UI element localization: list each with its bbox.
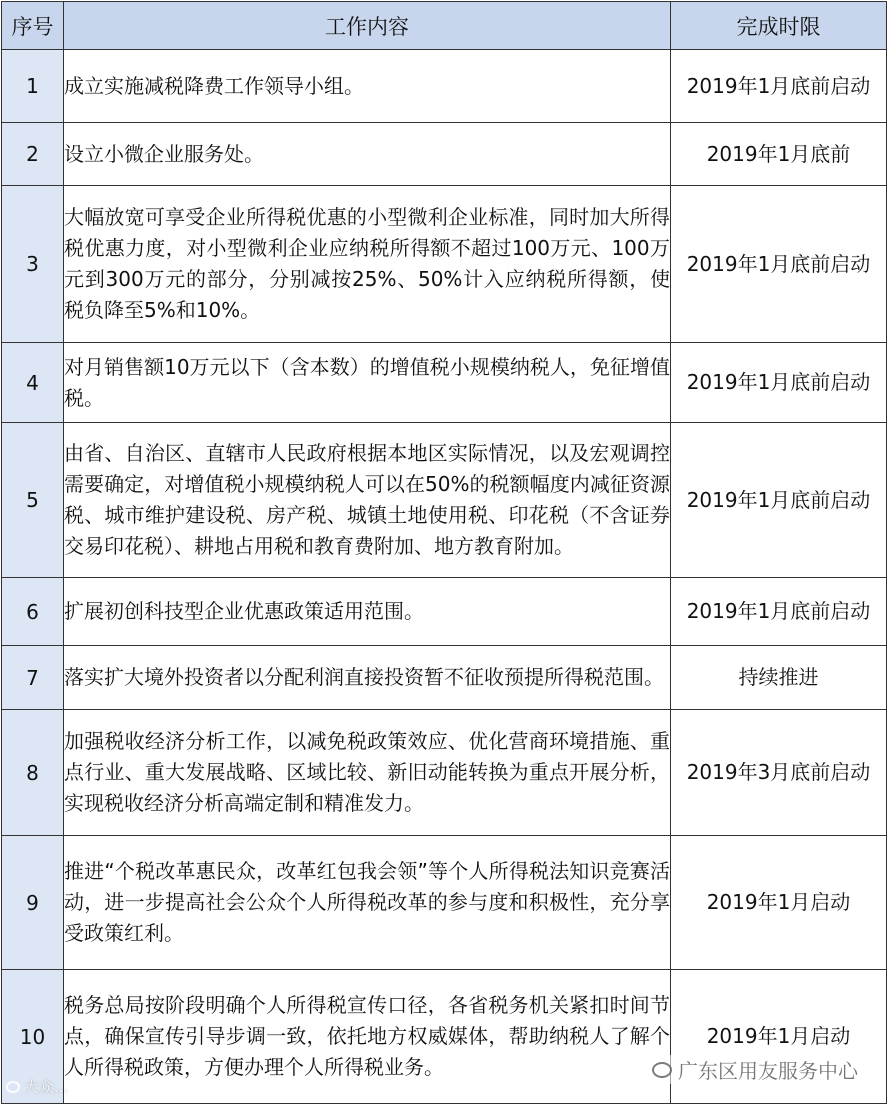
table-row: [2, 50, 887, 123]
table-row: [2, 423, 887, 578]
watermark-left-text: 大众...: [24, 1078, 69, 1096]
logo-icon: [6, 1081, 20, 1093]
row-deadline: 2019年1月底前启动: [671, 343, 887, 423]
row-deadline: 2019年1月底前启动: [671, 578, 887, 646]
row-number: 7: [2, 646, 64, 710]
row-deadline: 2019年1月底前启动: [671, 423, 887, 578]
table-row: [2, 186, 887, 343]
row-deadline: 持续推进: [671, 646, 887, 710]
wechat-icon: [652, 1062, 672, 1078]
watermark-right: [652, 1055, 858, 1084]
row-number: 10: [2, 970, 64, 1104]
header-no: 序号: [2, 2, 64, 50]
table-row: [2, 578, 887, 646]
row-number: 9: [2, 836, 64, 970]
header-deadline: 完成时限: [671, 2, 887, 50]
row-content: 推进“个税改革惠民众，改革红包我会领”等个人所得税法知识竞赛活动，进一步提高社会公众个人所得税改革的参与度和积极性，充分享受政策红利。: [64, 836, 671, 970]
row-content: 扩展初创科技型企业优惠政策适用范围。: [64, 578, 671, 646]
row-deadline: 2019年3月底前启动: [671, 710, 887, 836]
row-content: 成立实施减税降费工作领导小组。: [64, 50, 671, 123]
row-content: 大幅放宽可享受企业所得税优惠的小型微利企业标准，同时加大所得税优惠力度，对小型微利企业应纳税所得额不超过100万元、100万元到300万元的部分，分别减按25%、50%计入应纳税所得额，使税负降至5%和10%。: [64, 186, 671, 343]
row-number: 5: [2, 423, 64, 578]
header-content: 工作内容: [64, 2, 671, 50]
row-content: 对月销售额10万元以下（含本数）的增值税小规模纳税人，免征增值税。: [64, 343, 671, 423]
row-content: 设立小微企业服务处。: [64, 123, 671, 186]
row-number: 4: [2, 343, 64, 423]
table-row: [2, 710, 887, 836]
table-row: [2, 646, 887, 710]
tax-reduction-table: [1, 1, 887, 1104]
row-content: 加强税收经济分析工作，以减免税政策效应、优化营商环境措施、重点行业、重大发展战略、区域比较、新旧动能转换为重点开展分析，实现税收经济分析高端定制和精准发力。: [64, 710, 671, 836]
row-deadline: 2019年1月底前: [671, 123, 887, 186]
table-row: [2, 343, 887, 423]
watermark-left: [6, 1076, 68, 1097]
row-deadline: 2019年1月底前启动: [671, 186, 887, 343]
row-number: 1: [2, 50, 64, 123]
row-number: 2: [2, 123, 64, 186]
row-number: 8: [2, 710, 64, 836]
table-row: [2, 836, 887, 970]
row-number: 3: [2, 186, 64, 343]
row-number: 6: [2, 578, 64, 646]
row-content: 税务总局按阶段明确个人所得税宣传口径，各省税务机关紧扣时间节点，确保宣传引导步调一致，依托地方权威媒体，帮助纳税人了解个人所得税政策，方便办理个人所得税业务。: [64, 970, 671, 1104]
watermark-right-text: 广东区用友服务中心: [678, 1059, 858, 1083]
row-deadline: 2019年1月启动: [671, 836, 887, 970]
table-row: [2, 123, 887, 186]
row-content: 落实扩大境外投资者以分配利润直接投资暂不征收预提所得税范围。: [64, 646, 671, 710]
row-deadline: 2019年1月底前启动: [671, 50, 887, 123]
row-deadline: 2019年1月启动: [671, 970, 887, 1104]
table-header-row: [2, 2, 887, 50]
row-content: 由省、自治区、直辖市人民政府根据本地区实际情况，以及宏观调控需要确定，对增值税小规模纳税人可以在50%的税额幅度内减征资源税、城市维护建设税、房产税、城镇土地使用税、印花税（不含证券交易印花税）、耕地占用税和教育费附加、地方教育附加。: [64, 423, 671, 578]
